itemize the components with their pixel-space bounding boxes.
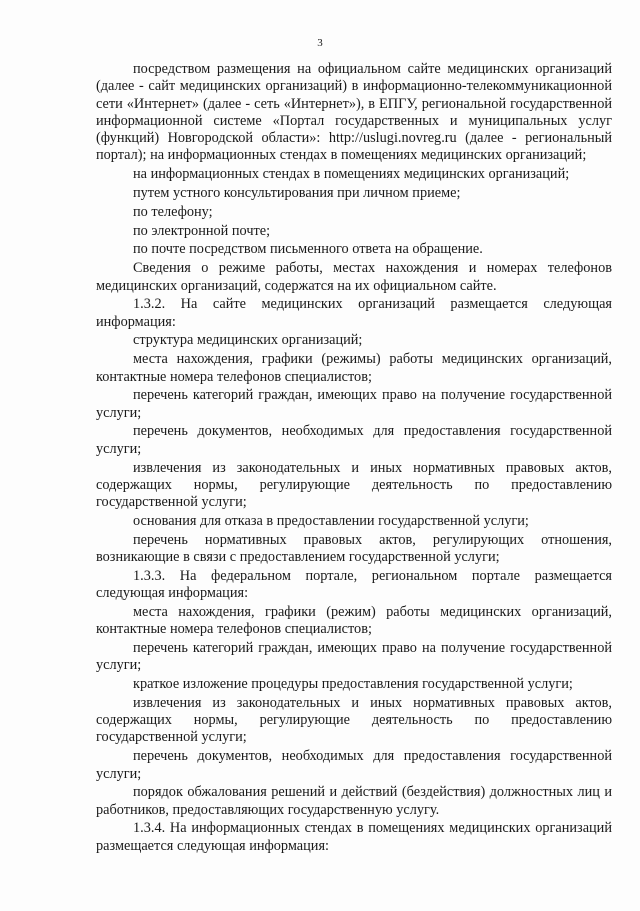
section-1-3-2-heading: 1.3.2. На сайте медицинских организаций размещается следующая информация: — [96, 296, 612, 330]
list-item-locations-schedules-portal: места нахождения, графики (режим) работы медицинских организаций, контактные номера телефонов специалистов; — [96, 603, 612, 638]
list-item-postal: по почте посредством письменного ответа на обращение. — [133, 241, 483, 258]
list-item-phone: по телефону; — [133, 203, 213, 220]
section-1-3-4-heading: 1.3.4. На информационных стендах в помещениях медицинских организаций размещается следующая информация: — [96, 820, 612, 854]
list-item-email: по электронной почте; — [133, 222, 271, 239]
list-item-legal-extracts: извлечения из законодательных и иных нормативных правовых актов, содержащих нормы, регулирующие деятельность по предоставлению государственной услуги; — [96, 459, 612, 511]
page-number: 3 — [317, 37, 323, 49]
list-item-locations-schedules: места нахождения, графики (режимы) работы медицинских организаций, контактные номера телефонов специалистов; — [96, 351, 612, 385]
list-item-legal-acts: перечень нормативных правовых актов, регулирующих отношения, возникающие в связи с предоставлением государственной услуги; — [96, 531, 612, 566]
list-item-oral-consultation: путем устного консультирования при личном приеме; — [133, 185, 461, 202]
section-1-3-3-heading: 1.3.3. На федеральном портале, региональном портале размещается следующая информация: — [96, 567, 612, 602]
list-item-refusal-grounds: основания для отказа в предоставлении государственной услуги; — [133, 512, 529, 529]
document-body — [96, 61, 612, 855]
list-item-citizen-categories: перечень категорий граждан, имеющих право на получение государственной услуги; — [96, 387, 612, 421]
list-item-citizen-categories-portal: перечень категорий граждан, имеющих право на получение государственной услуги; — [96, 640, 612, 674]
list-item-required-documents: перечень документов, необходимых для предоставления государственной услуги; — [96, 423, 612, 457]
list-item-structure: структура медицинских организаций; — [133, 332, 363, 349]
paragraph-contact-info: Сведения о режиме работы, местах нахождения и номерах телефонов медицинских организаций, содержатся на их официальном сайте. — [96, 260, 612, 294]
list-item-required-documents-portal: перечень документов, необходимых для предоставления государственной услуги; — [96, 748, 612, 782]
paragraph-publication-channels: посредством размещения на официальном сайте медицинских организаций (далее - сайт медицинских организаций) в информационно-телекоммуникационной сети «Интернет» (далее - сеть «Интернет»), в ЕПГУ, региональной государственной информационной системе «Портал государственных и муниципальных услуг (функций) Новгородской области»: http://uslugi.novreg.ru (далее - региональный портал); на информационных стендах в помещениях медицинских организаций; — [96, 61, 612, 164]
list-item-appeal-procedure: порядок обжалования решений и действий (бездействия) должностных лиц и работников, предоставляющих государственную услугу. — [96, 784, 612, 818]
list-item-info-stands: на информационных стендах в помещениях медицинских организаций; — [133, 166, 570, 183]
list-item-procedure-summary: краткое изложение процедуры предоставления государственной услуги; — [133, 676, 573, 693]
list-item-legal-extracts-portal: извлечения из законодательных и иных нормативных правовых актов, содержащих нормы, регулирующие деятельность по предоставлению государственной услуги; — [96, 694, 612, 746]
